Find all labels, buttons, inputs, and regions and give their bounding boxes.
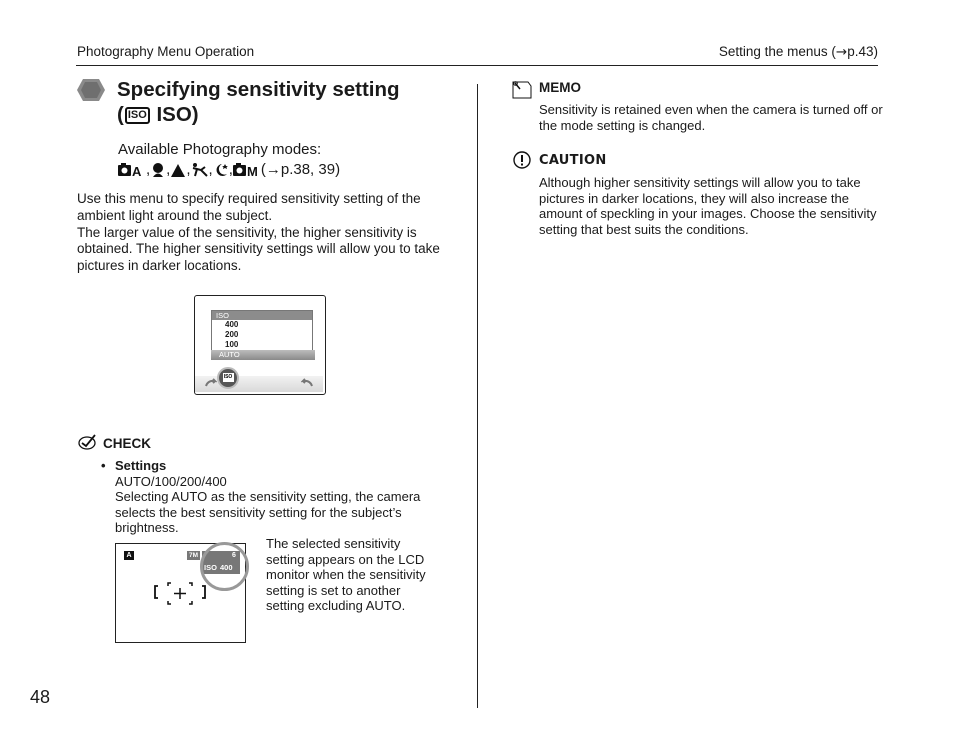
frames-count: 6 (232, 552, 236, 559)
memo-icon (511, 80, 533, 100)
highlight-circle (200, 542, 249, 591)
svg-text:M: M (246, 164, 258, 178)
iso-value: 400 (220, 563, 233, 572)
night-icon (213, 162, 229, 178)
check-heading: CHECK (103, 436, 152, 451)
sports-icon (191, 162, 209, 178)
iso-menu-header: ISO (212, 311, 312, 320)
body-paragraph: The larger value of the sensitivity, the higher sensitivity is obtained. The higher sensitivity settings will allow you to take pictures in darker locations. (77, 224, 440, 274)
iso-option-200: 200 (225, 330, 239, 339)
title-line-1: Specifying sensitivity setting (117, 78, 400, 101)
lcd-caption: The selected sensitivity setting appears on the LCD monitor when the sensitivity setting is set to another setting excluding AUTO. (266, 536, 426, 614)
header-ref-prefix: Setting the menus ( (718, 44, 836, 59)
caution-heading: CAUTION (539, 153, 607, 168)
settings-values: AUTO/100/200/400 (115, 473, 227, 489)
memo-heading: MEMO (539, 80, 581, 95)
settings-description: Selecting AUTO as the sensitivity setting, the camera selects the best sensitivity setting for the subject’s brightness. (115, 489, 421, 536)
title-iso-text: ISO) (150, 103, 199, 126)
available-modes (118, 140, 340, 180)
iso-menu-box (211, 310, 313, 352)
check-icon (78, 434, 98, 450)
landscape-icon (170, 162, 186, 178)
modes-separator: , (166, 161, 171, 178)
modes-separator: , (146, 161, 151, 178)
iso-option-100: 100 (225, 340, 239, 349)
modes-label: Available Photography modes: (118, 141, 322, 158)
modes-page-ref: (→p.38, 39) (260, 161, 341, 178)
image-size-badge: 7M (188, 552, 199, 559)
memo-text: Sensitivity is retained even when the camera is turned off or the mode setting is changed. (539, 102, 883, 133)
caution-icon (513, 151, 531, 169)
body-text (77, 191, 449, 275)
running-header-right (719, 44, 878, 60)
lcd-monitor-illustration (115, 543, 246, 643)
af-frame-icon (154, 581, 206, 607)
body-paragraph: Use this menu to specify required sensitivity setting of the ambient light around the subject. (77, 191, 421, 223)
modes-separator: , (186, 161, 191, 178)
back-icon (301, 378, 313, 388)
lcd-menu-illustration (194, 295, 326, 395)
caution-text: Although higher sensitivity settings will allow you to take pictures in darker locations, they will also increase the amount of speckling in your images. Choose the sensitivity setting that best suits the conditions. (539, 175, 877, 237)
iso-icon-label: ISO (223, 374, 233, 380)
section-title (117, 77, 400, 127)
check-settings (115, 458, 445, 536)
mode-icon: A (124, 551, 134, 560)
modes-separator: , (208, 161, 213, 178)
modes-separator: , (228, 161, 233, 178)
title-line-2 (117, 102, 400, 127)
column-divider (477, 84, 478, 708)
modes-icons (118, 160, 340, 180)
settings-heading: Settings (115, 458, 167, 473)
left-nav-icon (205, 378, 217, 388)
title-paren: ( (117, 103, 124, 126)
header-rule (76, 65, 878, 66)
svg-text:A: A (132, 164, 142, 178)
iso-icon: ISO (125, 107, 150, 124)
running-header-left: Photography Menu Operation (77, 44, 255, 59)
hexagon-icon (76, 78, 106, 102)
iso-menu-icon (217, 367, 239, 389)
iso-label: ISO (204, 563, 217, 572)
camera-manual-icon (233, 162, 261, 178)
iso-option-400: 400 (225, 320, 239, 329)
portrait-icon (150, 162, 166, 178)
camera-auto-icon (118, 162, 146, 178)
page-number: 48 (30, 687, 51, 707)
arrow-icon: → (835, 44, 848, 60)
bullet-dot: • (101, 458, 106, 473)
iso-selected-auto: AUTO (211, 350, 315, 360)
header-ref-suffix: p.43) (847, 44, 878, 59)
